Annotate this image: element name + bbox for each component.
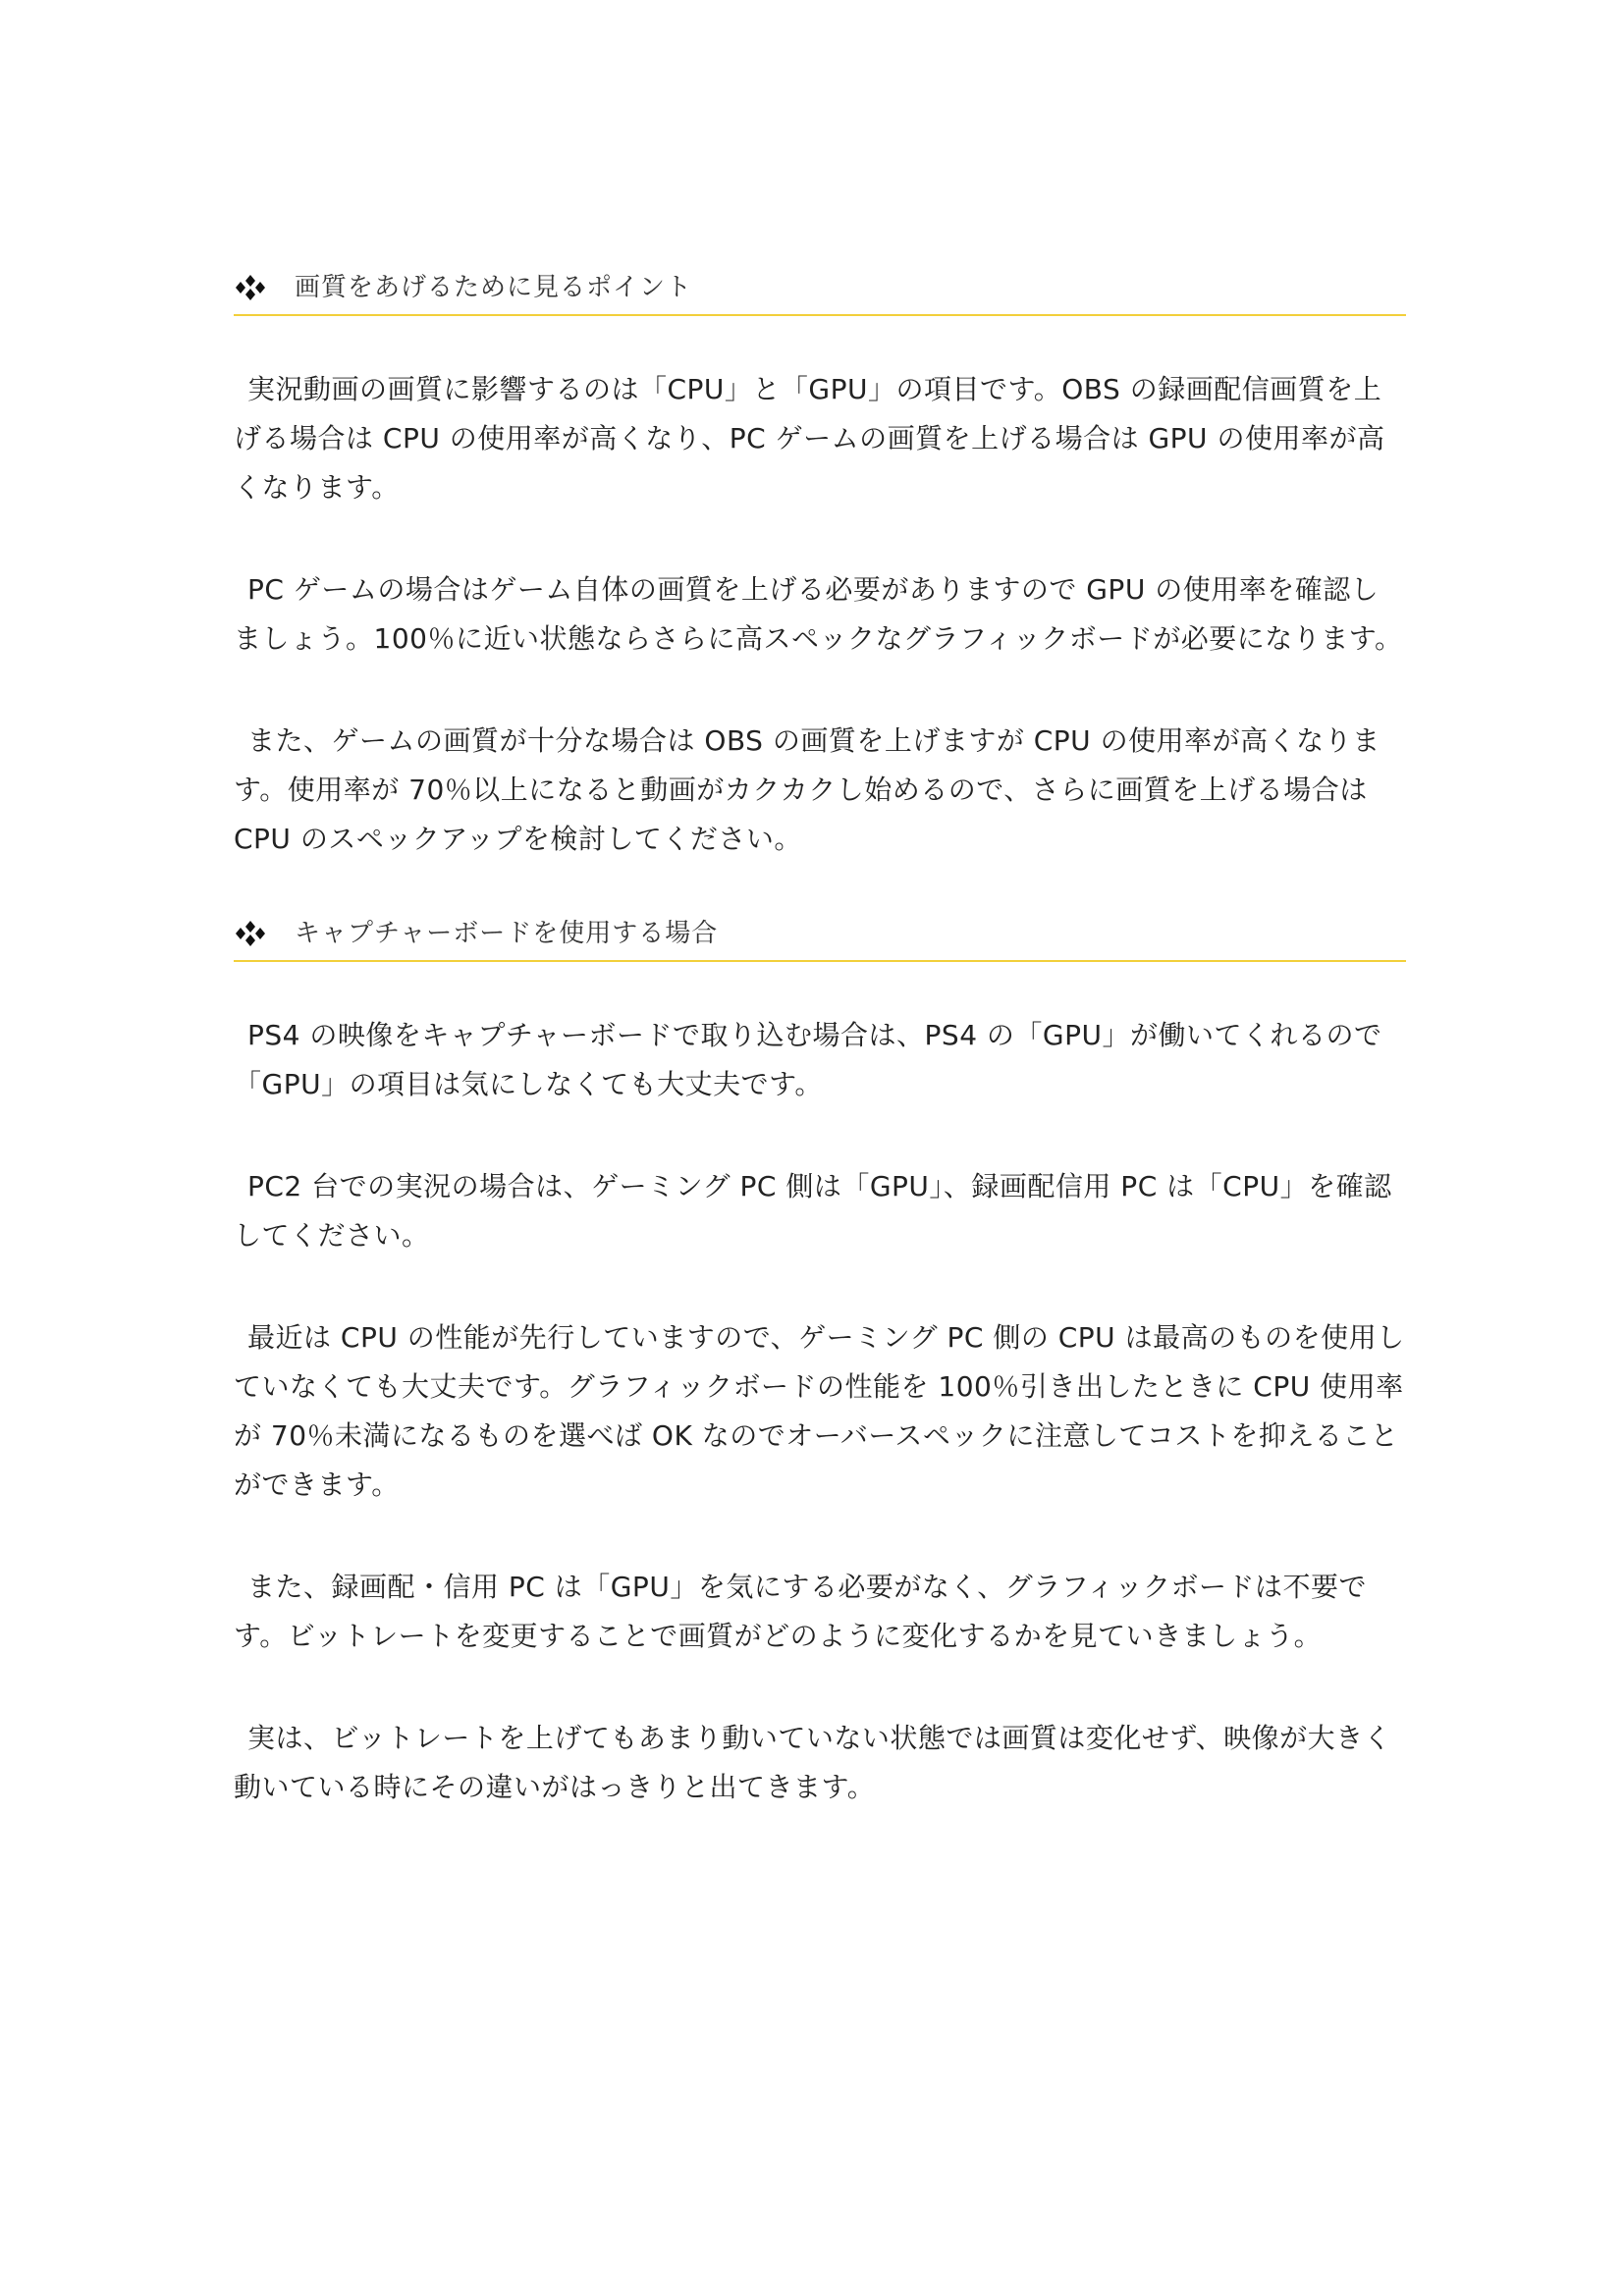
paragraph: 最近は CPU の性能が先行していますので、ゲーミング PC 側の CPU は最高のものを使用していなくても大丈夫です。グラフィックボードの性能を 100％引き出したときに CPU 使用率が 70％未満になるものを選べば OK なのでオーバースペックに注意してコストを抑えることができます。 [234, 1321, 1405, 1501]
paragraph: また、録画配・信用 PC は「GPU」を気にする必要がなく、グラフィックボードは不要です。ビットレートを変更することで画質がどのように変化するかを見ていきましょう。 [234, 1571, 1368, 1652]
section-quality-points [234, 271, 1406, 864]
section-heading [234, 271, 1406, 316]
section-capture-board [234, 917, 1406, 1812]
paragraph: PS4 の映像をキャプチャーボードで取り込む場合は、PS4 の「GPU」が働いてくれるので「GPU」の項目は気にしなくても大丈夫です。 [234, 1019, 1382, 1100]
four-diamonds-icon [234, 920, 267, 947]
four-diamonds-icon [234, 274, 267, 301]
section-title: キャプチャーボードを使用する場合 [295, 919, 719, 948]
paragraph: また、ゲームの画質が十分な場合は OBS の画質を上げますが CPU の使用率が高くなります。使用率が 70％以上になると動画がカクカクし始めるので、さらに画質を上げる場合は CPU のスペックアップを検討してください。 [234, 724, 1380, 855]
paragraph: PC ゲームの場合はゲーム自体の画質を上げる必要がありますので GPU の使用率を確認しましょう。100％に近い状態ならさらに高スペックなグラフィックボードが必要になります。 [234, 573, 1403, 655]
paragraph: PC2 台での実況の場合は、ゲーミング PC 側は「GPU」、録画配信用 PC は「CPU」を確認してください。 [234, 1170, 1392, 1252]
paragraph: 実況動画の画質に影響するのは「CPU」と「GPU」の項目です。OBS の録画配信画質を上げる場合は CPU の使用率が高くなり、PC ゲームの画質を上げる場合は GPU の使用率が高くなります。 [234, 373, 1385, 504]
document-content [234, 271, 1406, 1865]
section-title: 画質をあげるために見るポイント [295, 273, 693, 302]
section-heading [234, 917, 1406, 962]
paragraph: 実は、ビットレートを上げてもあまり動いていない状態では画質は変化せず、映像が大きく動いている時にその違いがはっきりと出てきます。 [234, 1722, 1392, 1803]
